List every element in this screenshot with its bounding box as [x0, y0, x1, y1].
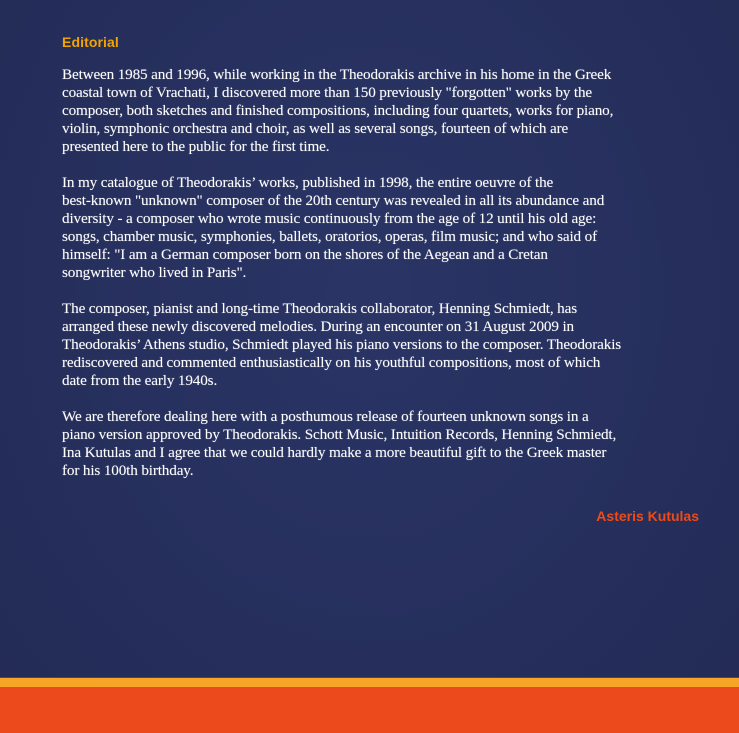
- red-footer-band: [0, 687, 739, 733]
- paragraph-4: [62, 408, 702, 480]
- text-line: songs, chamber music, symphonies, ballets, oratorios, operas, film music; and who said of: [62, 228, 597, 245]
- text-line: date from the early 1940s.: [62, 372, 218, 389]
- text-line: arranged these newly discovered melodies. During an encounter on 31 August 2009 in: [62, 318, 574, 335]
- text-line: coastal town of Vrachati, I discovered more than 150 previously "forgotten" works by the: [62, 84, 592, 101]
- yellow-stripe: [0, 678, 739, 687]
- text-line: for his 100th birthday.: [62, 462, 194, 479]
- paragraph-3: [62, 300, 702, 390]
- text-line: Ina Kutulas and I agree that we could hardly make a more beautiful gift to the Greek master: [62, 444, 607, 461]
- text-line: songwriter who lived in Paris".: [62, 264, 247, 281]
- paragraph-2: [62, 174, 702, 282]
- text-line: violin, symphonic orchestra and choir, as well as several songs, fourteen of which are: [62, 120, 569, 137]
- text-line: rediscovered and commented enthusiastically on his youthful compositions, most of which: [62, 354, 601, 371]
- text-line: We are therefore dealing here with a posthumous release of fourteen unknown songs in a: [62, 408, 589, 425]
- text-line: Between 1985 and 1996, while working in the Theodorakis archive in his home in the Greek: [62, 66, 612, 83]
- paragraph-1: [62, 66, 702, 156]
- text-line: In my catalogue of Theodorakis’ works, published in 1998, the entire oeuvre of the: [62, 174, 554, 191]
- text-line: himself: "I am a German composer born on the shores of the Aegean and a Cretan: [62, 246, 548, 263]
- editorial-heading: Editorial: [62, 34, 119, 50]
- text-line: Theodorakis’ Athens studio, Schmiedt played his piano versions to the composer. Theodorakis: [62, 336, 622, 353]
- text-line: presented here to the public for the first time.: [62, 138, 330, 155]
- editorial-section: [62, 34, 702, 498]
- text-line: composer, both sketches and finished compositions, including four quartets, works for piano,: [62, 102, 614, 119]
- text-line: best-known "unknown" composer of the 20th century was revealed in all its abundance and: [62, 192, 605, 209]
- text-line: piano version approved by Theodorakis. Schott Music, Intuition Records, Henning Schmiedt,: [62, 426, 617, 443]
- author-signature: Asteris Kutulas: [596, 508, 699, 524]
- text-line: diversity - a composer who wrote music continuously from the age of 12 until his old age:: [62, 210, 597, 227]
- text-line: The composer, pianist and long-time Theodorakis collaborator, Henning Schmiedt, has: [62, 300, 577, 317]
